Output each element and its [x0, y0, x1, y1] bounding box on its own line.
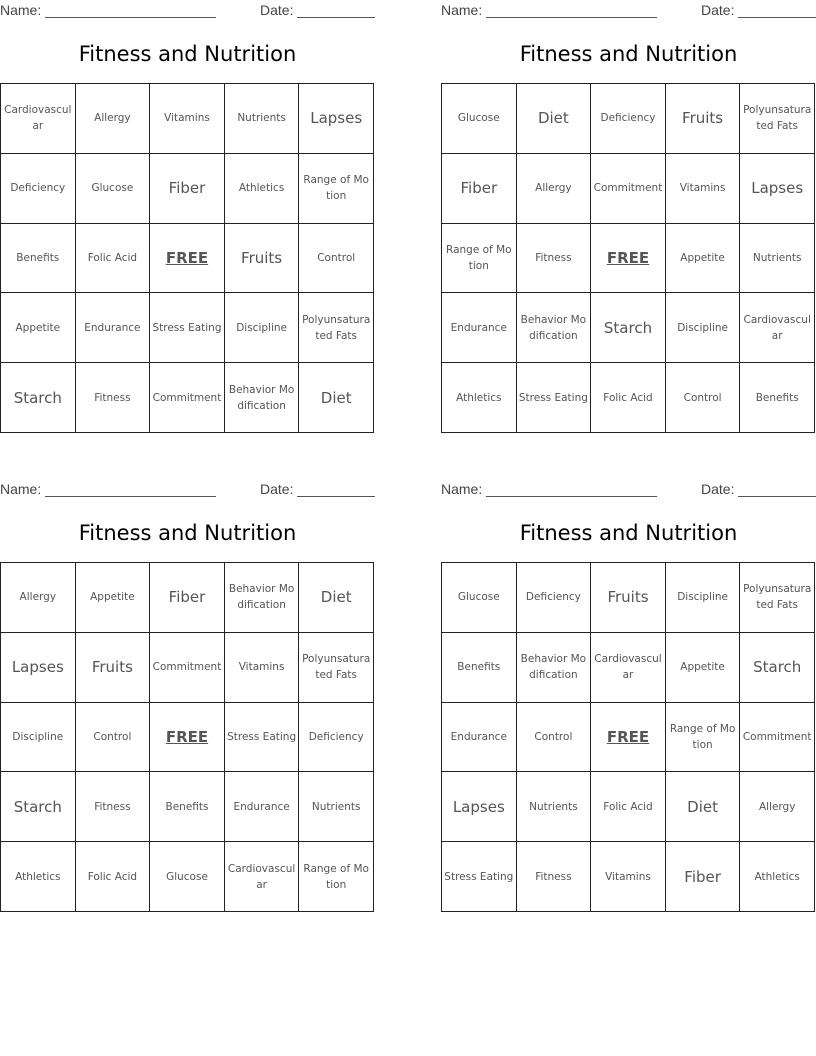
bingo-cell: Range of Motion: [299, 154, 374, 224]
bingo-cell: Polyunsaturated Fats: [299, 633, 374, 703]
bingo-card-2: [441, 0, 816, 434]
bingo-cell: Fitness: [76, 772, 151, 842]
name-line: [486, 3, 657, 18]
bingo-cell: Endurance: [225, 772, 300, 842]
name-field: [441, 2, 657, 18]
date-line: [297, 3, 375, 18]
name-field: [441, 481, 657, 497]
bingo-cell: Deficiency: [517, 563, 592, 633]
bingo-cell: Lapses: [299, 84, 374, 154]
bingo-card-1: [0, 0, 375, 434]
bingo-cell: Endurance: [442, 293, 517, 363]
bingo-cell: Glucose: [442, 563, 517, 633]
bingo-cell: Endurance: [76, 293, 151, 363]
bingo-cell: Commitment: [150, 363, 225, 433]
name-line: [486, 482, 657, 497]
bingo-cell: Starch: [740, 633, 815, 703]
bingo-cell: Nutrients: [225, 84, 300, 154]
bingo-cell: Athletics: [442, 363, 517, 433]
bingo-cell: Cardiovascular: [1, 84, 76, 154]
bingo-cell: Fiber: [442, 154, 517, 224]
bingo-cell: Diet: [666, 772, 741, 842]
free-space-cell: FREE: [591, 224, 666, 294]
bingo-cell: Control: [76, 703, 151, 773]
date-label: Date:: [701, 2, 735, 18]
date-field: [701, 481, 816, 497]
bingo-cell: Fruits: [76, 633, 151, 703]
card-title: Fitness and Nutrition: [519, 521, 738, 545]
bingo-cell: Vitamins: [666, 154, 741, 224]
bingo-cell: Allergy: [517, 154, 592, 224]
bingo-cell: Cardiovascular: [225, 842, 300, 912]
bingo-cell: Starch: [1, 363, 76, 433]
bingo-grid: [0, 83, 374, 433]
date-field: [260, 481, 375, 497]
bingo-cell: Polyunsaturated Fats: [740, 563, 815, 633]
bingo-cell: Diet: [299, 563, 374, 633]
bingo-cell: Vitamins: [150, 84, 225, 154]
bingo-cell: Vitamins: [225, 633, 300, 703]
card-title: Fitness and Nutrition: [78, 521, 297, 545]
card-header: [0, 479, 375, 499]
bingo-cell: Allergy: [76, 84, 151, 154]
bingo-grid: [441, 83, 815, 433]
date-label: Date:: [260, 481, 294, 497]
date-field: [701, 2, 816, 18]
bingo-card-4: [441, 479, 816, 913]
date-label: Date:: [701, 481, 735, 497]
bingo-cell: Polyunsaturated Fats: [299, 293, 374, 363]
bingo-cell: Fiber: [150, 563, 225, 633]
bingo-cell: Athletics: [740, 842, 815, 912]
bingo-cell: Folic Acid: [76, 842, 151, 912]
bingo-cell: Fruits: [591, 563, 666, 633]
bingo-cell: Behavior Modification: [225, 563, 300, 633]
bingo-cell: Fitness: [517, 224, 592, 294]
bingo-cell: Lapses: [740, 154, 815, 224]
bingo-cell: Athletics: [1, 842, 76, 912]
bingo-cell: Endurance: [442, 703, 517, 773]
card-header: [0, 0, 375, 20]
bingo-cell: Stress Eating: [225, 703, 300, 773]
bingo-cell: Range of Motion: [666, 703, 741, 773]
name-line: [45, 482, 216, 497]
bingo-cell: Behavior Modification: [517, 633, 592, 703]
bingo-cell: Lapses: [442, 772, 517, 842]
bingo-cell: Lapses: [1, 633, 76, 703]
bingo-cell: Folic Acid: [591, 772, 666, 842]
date-line: [738, 3, 816, 18]
card-title: Fitness and Nutrition: [519, 42, 738, 66]
bingo-cell: Appetite: [1, 293, 76, 363]
bingo-cell: Stress Eating: [517, 363, 592, 433]
bingo-cell: Diet: [517, 84, 592, 154]
bingo-cell: Glucose: [442, 84, 517, 154]
bingo-cell: Fiber: [666, 842, 741, 912]
bingo-cell: Vitamins: [591, 842, 666, 912]
bingo-card-3: [0, 479, 375, 913]
date-line: [738, 482, 816, 497]
bingo-cell: Benefits: [1, 224, 76, 294]
bingo-cell: Deficiency: [591, 84, 666, 154]
bingo-cell: Allergy: [1, 563, 76, 633]
bingo-cell: Discipline: [1, 703, 76, 773]
bingo-cell: Nutrients: [740, 224, 815, 294]
bingo-cell: Benefits: [740, 363, 815, 433]
bingo-cell: Range of Motion: [442, 224, 517, 294]
date-line: [297, 482, 375, 497]
bingo-cell: Diet: [299, 363, 374, 433]
bingo-grid: [441, 562, 815, 912]
name-label: Name:: [441, 481, 483, 497]
bingo-cell: Fiber: [150, 154, 225, 224]
bingo-cell: Fitness: [76, 363, 151, 433]
date-field: [260, 2, 375, 18]
name-label: Name:: [0, 481, 42, 497]
bingo-cell: Deficiency: [299, 703, 374, 773]
card-header: [441, 0, 816, 20]
bingo-cell: Starch: [1, 772, 76, 842]
bingo-cell: Fruits: [666, 84, 741, 154]
bingo-cell: Stress Eating: [442, 842, 517, 912]
bingo-cell: Appetite: [666, 224, 741, 294]
bingo-cell: Discipline: [666, 563, 741, 633]
bingo-cell: Cardiovascular: [591, 633, 666, 703]
bingo-grid: [0, 562, 374, 912]
bingo-cell: Control: [666, 363, 741, 433]
bingo-cell: Discipline: [225, 293, 300, 363]
bingo-cell: Folic Acid: [591, 363, 666, 433]
bingo-cell: Fruits: [225, 224, 300, 294]
name-label: Name:: [441, 2, 483, 18]
bingo-cell: Commitment: [740, 703, 815, 773]
bingo-cell: Athletics: [225, 154, 300, 224]
bingo-cell: Discipline: [666, 293, 741, 363]
bingo-cell: Glucose: [76, 154, 151, 224]
name-line: [45, 3, 216, 18]
bingo-cell: Allergy: [740, 772, 815, 842]
bingo-cell: Behavior Modification: [225, 363, 300, 433]
bingo-cell: Folic Acid: [76, 224, 151, 294]
bingo-cell: Stress Eating: [150, 293, 225, 363]
date-label: Date:: [260, 2, 294, 18]
name-label: Name:: [0, 2, 42, 18]
bingo-cell: Fitness: [517, 842, 592, 912]
bingo-cell: Control: [517, 703, 592, 773]
bingo-cell: Glucose: [150, 842, 225, 912]
bingo-cell: Benefits: [150, 772, 225, 842]
bingo-cell: Appetite: [76, 563, 151, 633]
bingo-cell: Range of Motion: [299, 842, 374, 912]
free-space-cell: FREE: [591, 703, 666, 773]
bingo-cell: Benefits: [442, 633, 517, 703]
bingo-cell: Commitment: [591, 154, 666, 224]
bingo-cell: Starch: [591, 293, 666, 363]
bingo-cell: Cardiovascular: [740, 293, 815, 363]
name-field: [0, 481, 216, 497]
bingo-cell: Control: [299, 224, 374, 294]
bingo-cell: Nutrients: [299, 772, 374, 842]
card-header: [441, 479, 816, 499]
bingo-cell: Deficiency: [1, 154, 76, 224]
free-space-cell: FREE: [150, 224, 225, 294]
card-title: Fitness and Nutrition: [78, 42, 297, 66]
free-space-cell: FREE: [150, 703, 225, 773]
bingo-cell: Commitment: [150, 633, 225, 703]
bingo-cell: Behavior Modification: [517, 293, 592, 363]
bingo-cell: Appetite: [666, 633, 741, 703]
name-field: [0, 2, 216, 18]
bingo-cell: Nutrients: [517, 772, 592, 842]
bingo-cell: Polyunsaturated Fats: [740, 84, 815, 154]
